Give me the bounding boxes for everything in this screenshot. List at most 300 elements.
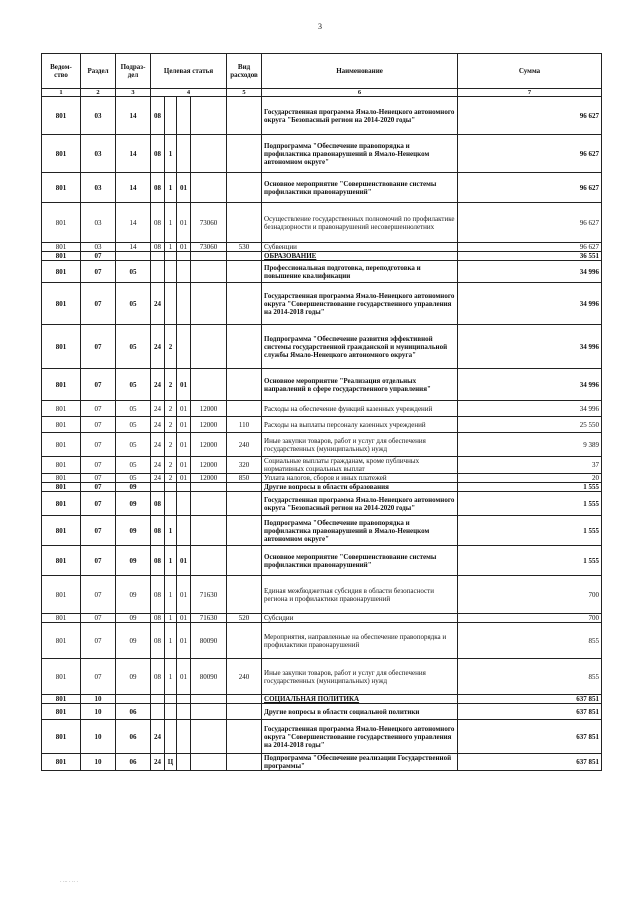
target-program-cell: 24: [151, 417, 165, 433]
vid-cell: [227, 173, 262, 203]
target-direction-cell: 12000: [191, 433, 227, 457]
razdel-cell: 07: [81, 659, 116, 695]
name-cell: Уплата налогов, сборов и иных платежей: [262, 474, 458, 483]
sum-cell: 36 551: [458, 252, 602, 261]
header-sum: Сумма: [458, 54, 602, 89]
sum-cell: 96 627: [458, 135, 602, 173]
target-direction-cell: 12000: [191, 417, 227, 433]
vid-cell: [227, 704, 262, 720]
table-row: [42, 417, 602, 433]
sum-cell: 37: [458, 457, 602, 474]
table-row: [42, 483, 602, 492]
target-direction-cell: [191, 516, 227, 546]
name-cell: Подпрограмма "Обеспечение реализации Государственной программы": [262, 754, 458, 771]
target-subprogram-cell: 1: [165, 173, 177, 203]
name-cell: Государственная программа Ямало-Ненецкого автономного округа "Безопасный регион на 2014-2020 годы": [262, 492, 458, 516]
target-event-cell: [177, 720, 191, 754]
razdel-cell: 07: [81, 457, 116, 474]
target-direction-cell: 73060: [191, 243, 227, 252]
razdel-cell: 07: [81, 433, 116, 457]
vid-cell: 320: [227, 457, 262, 474]
ved-cell: 801: [42, 623, 81, 659]
target-direction-cell: [191, 252, 227, 261]
name-cell: Государственная программа Ямало-Ненецкого автономного округа "Безопасный регион на 2014-2020 годы": [262, 97, 458, 135]
table-row: [42, 704, 602, 720]
table-row: [42, 614, 602, 623]
vid-cell: [227, 261, 262, 283]
name-cell: Расходы на обеспечение функций казенных учреждений: [262, 401, 458, 417]
podrazdel-cell: 14: [116, 243, 151, 252]
target-subprogram-cell: 1: [165, 659, 177, 695]
podrazdel-cell: 09: [116, 576, 151, 614]
name-cell: Социальные выплаты гражданам, кроме публичных нормативных социальных выплат: [262, 457, 458, 474]
target-program-cell: 24: [151, 283, 165, 325]
target-event-cell: [177, 695, 191, 704]
table-row: [42, 401, 602, 417]
header-razdel: Раздел: [81, 54, 116, 89]
target-direction-cell: [191, 483, 227, 492]
name-cell: Подпрограмма "Обеспечение правопорядка и профилактика правонарушений в Ямало-Ненецком автономном округе": [262, 516, 458, 546]
vid-cell: [227, 325, 262, 369]
target-program-cell: 08: [151, 576, 165, 614]
podrazdel-cell: 09: [116, 623, 151, 659]
target-direction-cell: 71630: [191, 614, 227, 623]
name-cell: Подпрограмма "Обеспечение развития эффективной системы государственной гражданской и муниципальной службы Ямало-Ненецкого автономного округа": [262, 325, 458, 369]
target-subprogram-cell: 1: [165, 203, 177, 243]
target-event-cell: [177, 483, 191, 492]
ved-cell: 801: [42, 457, 81, 474]
target-direction-cell: [191, 97, 227, 135]
sum-cell: 34 996: [458, 261, 602, 283]
index-cell: 3: [116, 89, 151, 97]
razdel-cell: 07: [81, 261, 116, 283]
target-program-cell: 24: [151, 401, 165, 417]
header-target: Целевая статья: [151, 54, 227, 89]
target-subprogram-cell: 1: [165, 576, 177, 614]
target-subprogram-cell: 2: [165, 369, 177, 401]
header-podrazdel: Подраз-дел: [116, 54, 151, 89]
sum-cell: 96 627: [458, 203, 602, 243]
sum-cell: 34 996: [458, 283, 602, 325]
razdel-cell: 10: [81, 720, 116, 754]
ved-cell: 801: [42, 474, 81, 483]
ved-cell: 801: [42, 243, 81, 252]
table-row: [42, 325, 602, 369]
table-row: [42, 243, 602, 252]
vid-cell: [227, 576, 262, 614]
target-direction-cell: 12000: [191, 457, 227, 474]
vid-cell: [227, 516, 262, 546]
target-direction-cell: 80090: [191, 623, 227, 659]
razdel-cell: 10: [81, 754, 116, 771]
table-row: [42, 623, 602, 659]
table-row: [42, 695, 602, 704]
target-program-cell: [151, 252, 165, 261]
target-direction-cell: [191, 695, 227, 704]
target-subprogram-cell: 2: [165, 325, 177, 369]
razdel-cell: 10: [81, 695, 116, 704]
target-subprogram-cell: [165, 704, 177, 720]
vid-cell: 240: [227, 433, 262, 457]
ved-cell: 801: [42, 261, 81, 283]
target-direction-cell: [191, 754, 227, 771]
sum-cell: 20: [458, 474, 602, 483]
target-program-cell: 24: [151, 474, 165, 483]
table-row: [42, 474, 602, 483]
target-subprogram-cell: 1: [165, 614, 177, 623]
vid-cell: [227, 546, 262, 576]
target-subprogram-cell: [165, 695, 177, 704]
sum-cell: 34 996: [458, 325, 602, 369]
name-cell: Профессиональная подготовка, переподготовка и повышение квалификации: [262, 261, 458, 283]
podrazdel-cell: 09: [116, 483, 151, 492]
sum-cell: 1 555: [458, 492, 602, 516]
table-row: [42, 135, 602, 173]
razdel-cell: 07: [81, 546, 116, 576]
vid-cell: 530: [227, 243, 262, 252]
index-cell: 7: [458, 89, 602, 97]
name-cell: ОБРАЗОВАНИЕ: [262, 252, 458, 261]
target-subprogram-cell: 1: [165, 135, 177, 173]
table-row: [42, 546, 602, 576]
target-direction-cell: [191, 720, 227, 754]
ved-cell: 801: [42, 401, 81, 417]
header-row: [42, 54, 602, 89]
table-row: [42, 203, 602, 243]
vid-cell: [227, 720, 262, 754]
podrazdel-cell: 09: [116, 659, 151, 695]
name-cell: Основное мероприятие "Реализация отдельных направлений в сфере государственного управления": [262, 369, 458, 401]
index-cell: 5: [227, 89, 262, 97]
razdel-cell: 03: [81, 243, 116, 252]
ved-cell: 801: [42, 283, 81, 325]
ved-cell: 801: [42, 576, 81, 614]
podrazdel-cell: 14: [116, 173, 151, 203]
vid-cell: [227, 492, 262, 516]
index-cell: 4: [151, 89, 227, 97]
ved-cell: 801: [42, 614, 81, 623]
table-row: [42, 754, 602, 771]
razdel-cell: 07: [81, 401, 116, 417]
target-direction-cell: 73060: [191, 203, 227, 243]
target-program-cell: 08: [151, 492, 165, 516]
name-cell: Другие вопросы в области образования: [262, 483, 458, 492]
target-program-cell: 24: [151, 754, 165, 771]
target-direction-cell: [191, 135, 227, 173]
target-program-cell: 08: [151, 173, 165, 203]
name-cell: Подпрограмма "Обеспечение правопорядка и профилактика правонарушений в Ямало-Ненецком автономном округе": [262, 135, 458, 173]
razdel-cell: 10: [81, 704, 116, 720]
target-event-cell: 01: [177, 623, 191, 659]
podrazdel-cell: 14: [116, 135, 151, 173]
ved-cell: 801: [42, 325, 81, 369]
razdel-cell: 03: [81, 203, 116, 243]
name-cell: Иные закупки товаров, работ и услуг для обеспечения государственных (муниципальных) нужд: [262, 433, 458, 457]
target-program-cell: 24: [151, 720, 165, 754]
target-event-cell: 01: [177, 369, 191, 401]
header-name: Наименование: [262, 54, 458, 89]
target-subprogram-cell: [165, 720, 177, 754]
razdel-cell: 03: [81, 135, 116, 173]
table-row: [42, 252, 602, 261]
vid-cell: [227, 623, 262, 659]
podrazdel-cell: 05: [116, 325, 151, 369]
target-subprogram-cell: 1: [165, 546, 177, 576]
target-program-cell: [151, 483, 165, 492]
vid-cell: [227, 203, 262, 243]
name-cell: Государственная программа Ямало-Ненецкого автономного округа "Совершенствование государственного управления на 2014-2018 годы": [262, 283, 458, 325]
target-program-cell: 08: [151, 546, 165, 576]
target-direction-cell: [191, 546, 227, 576]
table-row: [42, 720, 602, 754]
index-cell: 6: [262, 89, 458, 97]
ved-cell: 801: [42, 417, 81, 433]
table-row: [42, 369, 602, 401]
target-event-cell: [177, 261, 191, 283]
target-program-cell: 08: [151, 97, 165, 135]
razdel-cell: 07: [81, 369, 116, 401]
index-row: [42, 89, 602, 97]
razdel-cell: 03: [81, 173, 116, 203]
target-program-cell: 24: [151, 369, 165, 401]
target-subprogram-cell: [165, 261, 177, 283]
target-subprogram-cell: 2: [165, 417, 177, 433]
podrazdel-cell: 09: [116, 546, 151, 576]
target-direction-cell: [191, 261, 227, 283]
target-subprogram-cell: 2: [165, 401, 177, 417]
target-subprogram-cell: 2: [165, 474, 177, 483]
name-cell: Мероприятия, направленные на обеспечение правопорядка и профилактики правонарушений: [262, 623, 458, 659]
razdel-cell: 07: [81, 252, 116, 261]
target-event-cell: 01: [177, 203, 191, 243]
table-row: [42, 97, 602, 135]
ved-cell: 801: [42, 483, 81, 492]
vid-cell: [227, 401, 262, 417]
target-direction-cell: [191, 369, 227, 401]
sum-cell: 96 627: [458, 173, 602, 203]
name-cell: Основное мероприятие "Совершенствование системы профилактики правонарушений": [262, 173, 458, 203]
target-event-cell: 01: [177, 417, 191, 433]
target-direction-cell: [191, 325, 227, 369]
target-event-cell: 01: [177, 659, 191, 695]
razdel-cell: 07: [81, 623, 116, 659]
target-direction-cell: [191, 173, 227, 203]
sum-cell: 637 851: [458, 720, 602, 754]
ved-cell: 801: [42, 659, 81, 695]
podrazdel-cell: 09: [116, 492, 151, 516]
target-program-cell: 08: [151, 614, 165, 623]
ved-cell: 801: [42, 252, 81, 261]
ved-cell: 801: [42, 754, 81, 771]
target-event-cell: [177, 252, 191, 261]
podrazdel-cell: 14: [116, 203, 151, 243]
ved-cell: 801: [42, 173, 81, 203]
target-subprogram-cell: 2: [165, 457, 177, 474]
sum-cell: 1 555: [458, 516, 602, 546]
table-row: [42, 261, 602, 283]
ved-cell: 801: [42, 720, 81, 754]
podrazdel-cell: 05: [116, 369, 151, 401]
table-row: [42, 659, 602, 695]
podrazdel-cell: 05: [116, 261, 151, 283]
target-event-cell: 01: [177, 546, 191, 576]
podrazdel-cell: 09: [116, 614, 151, 623]
razdel-cell: 07: [81, 474, 116, 483]
target-event-cell: [177, 283, 191, 325]
sum-cell: 700: [458, 614, 602, 623]
name-cell: Государственная программа Ямало-Ненецкого автономного округа "Совершенствование государственного управления на 2014-2018 годы": [262, 720, 458, 754]
podrazdel-cell: [116, 695, 151, 704]
ved-cell: 801: [42, 369, 81, 401]
name-cell: Осуществление государственных полномочий по профилактике безнадзорности и правонарушений несовершеннолетних: [262, 203, 458, 243]
target-program-cell: 08: [151, 623, 165, 659]
razdel-cell: 07: [81, 325, 116, 369]
ved-cell: 801: [42, 546, 81, 576]
target-program-cell: 24: [151, 457, 165, 474]
target-event-cell: 01: [177, 474, 191, 483]
target-direction-cell: [191, 492, 227, 516]
target-event-cell: 01: [177, 173, 191, 203]
target-event-cell: [177, 492, 191, 516]
sum-cell: 637 851: [458, 695, 602, 704]
table-row: [42, 457, 602, 474]
target-program-cell: [151, 261, 165, 283]
target-subprogram-cell: Ц: [165, 754, 177, 771]
vid-cell: 240: [227, 659, 262, 695]
table-row: [42, 492, 602, 516]
index-cell: 1: [42, 89, 81, 97]
target-subprogram-cell: [165, 492, 177, 516]
target-program-cell: [151, 704, 165, 720]
name-cell: Иные закупки товаров, работ и услуг для обеспечения государственных (муниципальных) нужд: [262, 659, 458, 695]
target-subprogram-cell: 1: [165, 516, 177, 546]
target-direction-cell: 71630: [191, 576, 227, 614]
name-cell: Расходы на выплаты персоналу казенных учреждений: [262, 417, 458, 433]
vid-cell: 110: [227, 417, 262, 433]
target-event-cell: [177, 97, 191, 135]
target-program-cell: 08: [151, 659, 165, 695]
name-cell: Единая межбюджетная субсидия в области безопасности региона и профилактики правонарушений: [262, 576, 458, 614]
target-program-cell: 08: [151, 135, 165, 173]
vid-cell: [227, 695, 262, 704]
target-subprogram-cell: 1: [165, 623, 177, 659]
name-cell: Субвенции: [262, 243, 458, 252]
footer-mark: . ... . .. .: [60, 878, 78, 884]
table-row: [42, 283, 602, 325]
target-program-cell: 08: [151, 243, 165, 252]
razdel-cell: 07: [81, 492, 116, 516]
podrazdel-cell: 05: [116, 433, 151, 457]
target-program-cell: 24: [151, 325, 165, 369]
name-cell: Субсидии: [262, 614, 458, 623]
ved-cell: 801: [42, 492, 81, 516]
budget-table: [41, 53, 602, 771]
vid-cell: [227, 135, 262, 173]
vid-cell: 850: [227, 474, 262, 483]
table-row: [42, 433, 602, 457]
vid-cell: [227, 754, 262, 771]
podrazdel-cell: [116, 252, 151, 261]
podrazdel-cell: 05: [116, 417, 151, 433]
ved-cell: 801: [42, 695, 81, 704]
header-vid: Вид расходов: [227, 54, 262, 89]
target-program-cell: 08: [151, 516, 165, 546]
razdel-cell: 07: [81, 576, 116, 614]
index-cell: 2: [81, 89, 116, 97]
target-event-cell: [177, 704, 191, 720]
target-event-cell: 01: [177, 243, 191, 252]
target-subprogram-cell: [165, 252, 177, 261]
target-event-cell: [177, 516, 191, 546]
razdel-cell: 07: [81, 417, 116, 433]
vid-cell: [227, 97, 262, 135]
target-program-cell: 24: [151, 433, 165, 457]
podrazdel-cell: 05: [116, 474, 151, 483]
table-row: [42, 516, 602, 546]
podrazdel-cell: 05: [116, 283, 151, 325]
sum-cell: 25 550: [458, 417, 602, 433]
sum-cell: 9 389: [458, 433, 602, 457]
ved-cell: 801: [42, 97, 81, 135]
ved-cell: 801: [42, 516, 81, 546]
target-event-cell: 01: [177, 614, 191, 623]
target-subprogram-cell: 1: [165, 243, 177, 252]
target-event-cell: 01: [177, 457, 191, 474]
header-ved: Ведом-ство: [42, 54, 81, 89]
table-row: [42, 173, 602, 203]
target-event-cell: [177, 135, 191, 173]
podrazdel-cell: 06: [116, 704, 151, 720]
vid-cell: [227, 252, 262, 261]
vid-cell: [227, 483, 262, 492]
ved-cell: 801: [42, 433, 81, 457]
ved-cell: 801: [42, 704, 81, 720]
target-subprogram-cell: [165, 283, 177, 325]
sum-cell: 96 627: [458, 97, 602, 135]
table-row: [42, 576, 602, 614]
sum-cell: 96 627: [458, 243, 602, 252]
vid-cell: [227, 283, 262, 325]
razdel-cell: 07: [81, 283, 116, 325]
page-number: 3: [318, 22, 322, 31]
name-cell: СОЦИАЛЬНАЯ ПОЛИТИКА: [262, 695, 458, 704]
razdel-cell: 07: [81, 483, 116, 492]
target-program-cell: 08: [151, 203, 165, 243]
sum-cell: 1 555: [458, 483, 602, 492]
target-subprogram-cell: [165, 97, 177, 135]
target-subprogram-cell: 2: [165, 433, 177, 457]
sum-cell: 1 555: [458, 546, 602, 576]
name-cell: Основное мероприятие "Совершенствование системы профилактики правонарушений": [262, 546, 458, 576]
target-event-cell: 01: [177, 401, 191, 417]
podrazdel-cell: 06: [116, 754, 151, 771]
sum-cell: 637 851: [458, 704, 602, 720]
podrazdel-cell: 05: [116, 457, 151, 474]
sum-cell: 34 996: [458, 369, 602, 401]
sum-cell: 637 851: [458, 754, 602, 771]
target-direction-cell: 12000: [191, 474, 227, 483]
razdel-cell: 03: [81, 97, 116, 135]
name-cell: Другие вопросы в области социальной политики: [262, 704, 458, 720]
target-program-cell: [151, 695, 165, 704]
ved-cell: 801: [42, 135, 81, 173]
target-event-cell: 01: [177, 433, 191, 457]
sum-cell: 855: [458, 623, 602, 659]
razdel-cell: 07: [81, 516, 116, 546]
target-direction-cell: [191, 283, 227, 325]
target-event-cell: [177, 325, 191, 369]
sum-cell: 855: [458, 659, 602, 695]
